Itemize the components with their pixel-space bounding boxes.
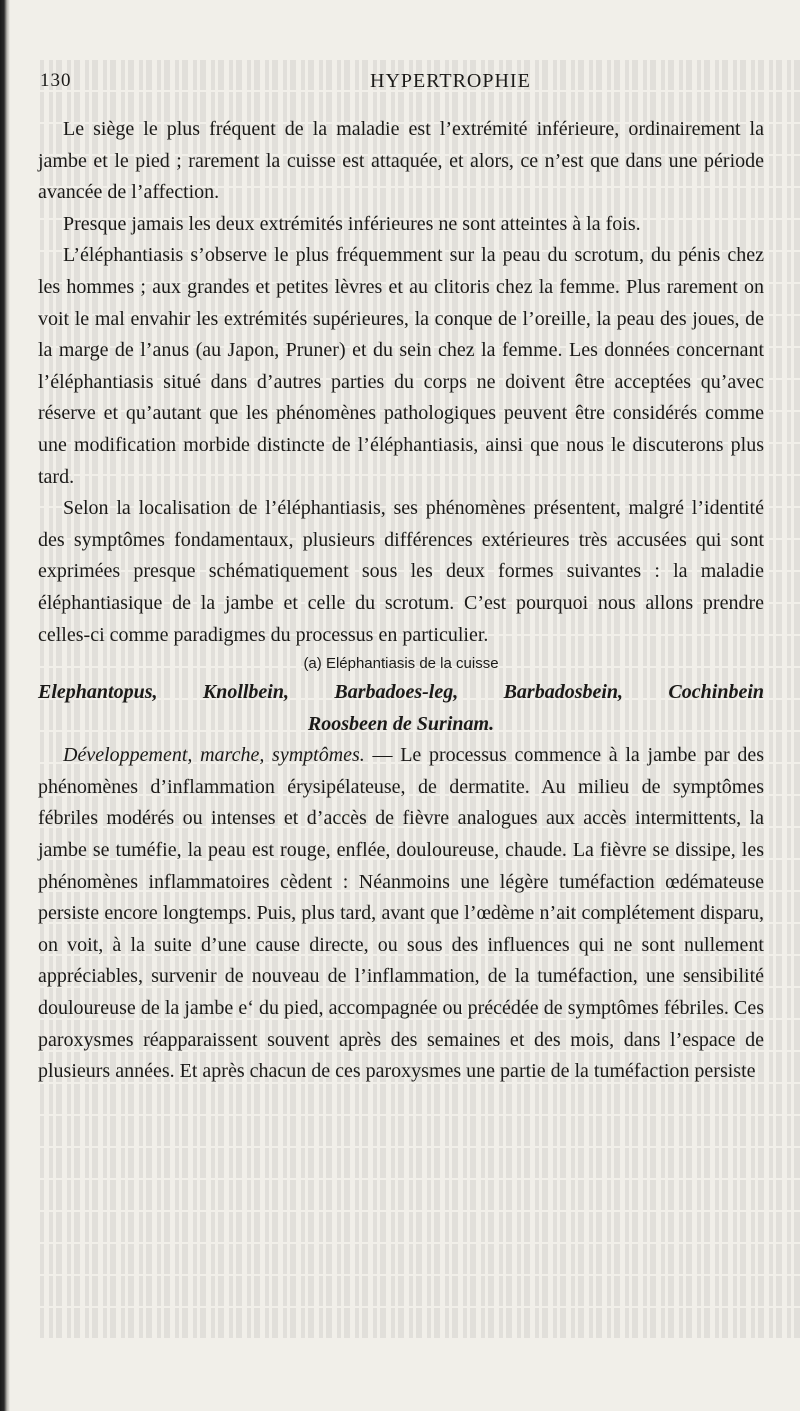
paragraph-extremites: Presque jamais les deux extrémités inférieures ne sont atteintes à la fois. (63, 212, 641, 235)
development-heading: Développement, marche, symptômes. (63, 744, 365, 767)
paragraph-developpement (38, 740, 764, 1088)
subsection-title: (a) Eléphantiasis de la cuisse (303, 655, 499, 673)
development-text: — Le processus commence à la jambe par des phénomènes d’inflammation érysipélateuse, de dermatite. Au milieu de symptômes fébriles modérés ou intenses et d’accès de fièvre analogues aux accès intermittents, la jambe se tuméfie, la peau est rouge, enflée, douloureuse, chaude. La fièvre se dissipe, les phénomènes inflammatoires cèdent : Néanmoins une légère tuméfaction œdémateuse persiste encore longtemps. Puis, plus tard, avant que l’œdème n’ait complétement disparu, on voit, à la suite d’une cause directe, ou sous des influences qui ne sont nullement appréciables, survenir de nouveau de l’inflammation, de la tuméfaction, une sensibilité douloureuse de la jambe e‘ du pied, accompagnée ou précédée de symptômes fébriles. Ces paroxysmes réapparaissent souvent après des semaines et des mois, dans l’espace de plusieurs années. Et après chacun de ces paroxysmes une partie de la tuméfaction persiste (38, 744, 764, 1083)
page-binding-edge (0, 0, 10, 1411)
synonyms-line-2: Roosbeen de Surinam. (307, 712, 495, 735)
synonyms-line-1: Elephantopus, Knollbein, Barbadoes-leg, Barbadosbein, Cochinbein (38, 681, 764, 704)
running-title: HYPERTROPHIE (370, 70, 531, 92)
body-text (38, 114, 764, 1088)
page-number: 130 (40, 70, 72, 91)
paragraph-formes: Selon la localisation de l’éléphantiasis, ses phénomènes présentent, malgré l’identité des symptômes fondamentaux, plusieurs différences extérieures très accusées qui sont exprimées presque schématiquement sous les deux formes suivantes : la maladie éléphantiasique de la jambe et celle du scrotum. C’est pourquoi nous allons prendre celles-ci comme paradigmes du processus en particulier. (38, 497, 764, 646)
paragraph-siege: Le siège le plus fréquent de la maladie est l’extrémité inférieure, ordinairement la jambe et le pied ; rarement la cuisse est attaquée, et alors, ce n’est que dans une période avancée de l’affection. (38, 118, 764, 204)
paragraph-localisations: L’éléphantiasis s’observe le plus fréquemment sur la peau du scrotum, du pénis chez les hommes ; aux grandes et petites lèvres et au clitoris chez la femme. Plus rarement on voit le mal envahir les extrémités supérieures, la conque de l’oreille, la peau des joues, de la marge de l’anus (au Japon, Pruner) et du sein chez la femme. Les données concernant l’éléphantiasis situé dans d’autres parties du corps ne doivent être acceptées qu’avec réserve et qu’autant que les phénomènes pathologiques peuvent être considérés comme une modification morbide distincte de l’éléphantiasis, ainsi que nous le discuterons plus tard. (38, 244, 764, 488)
page-header (40, 70, 770, 100)
